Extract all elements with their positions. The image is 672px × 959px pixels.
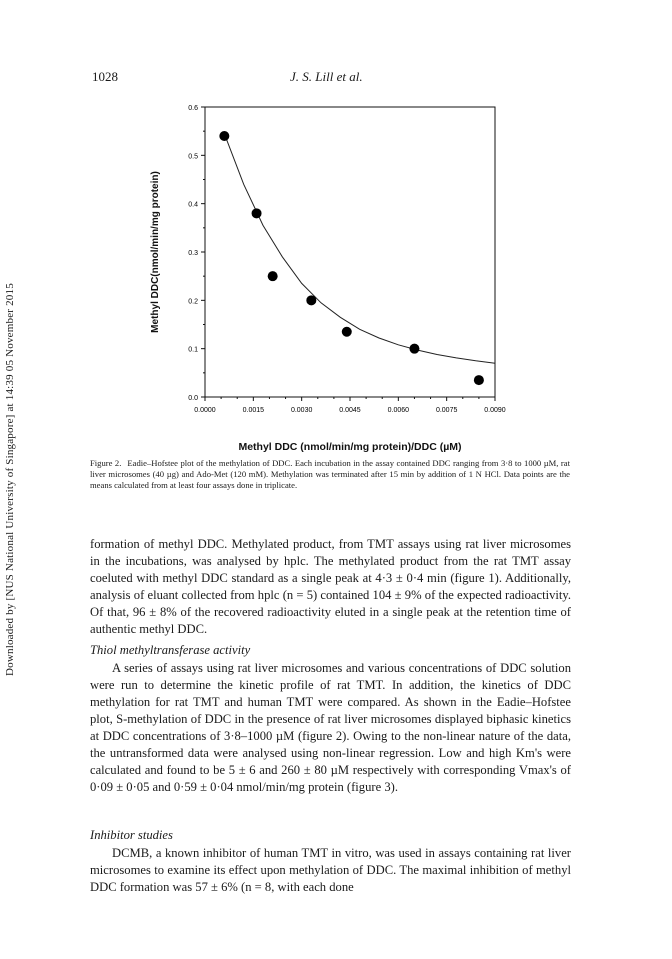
y-tick-label: 0.4 [188, 201, 198, 209]
paragraph-tmt-activity: A series of assays using rat liver microsomes and various concentrations of DDC solution were run to determine the kinetic profile of rat TMT. In addition, the kinetics of DDC methylation for rat TMT and human TMT were compared. As shown in the Eadie–Hofstee plot, S-methylation of DDC in the presence of rat liver microsomes displayed biphasic kinetics at DDC concentrations of 3·8–1000 µM (figure 2). Owing to the non-linear nature of the data, the untransformed data were analysed using non-linear regression. Low and high Km's were calculated and found to be 5 ± 6 and 260 ± 80 µM respectively with corresponding Vmax's of 0·09 ± 0·05 and 0·59 ± 0·04 nmol/min/mg protein (figure 3). [90, 661, 571, 794]
y-tick-label: 0.0 [188, 395, 198, 402]
fit-curve [224, 134, 495, 364]
x-tick-label: 0.0090 [484, 407, 506, 414]
y-tick-label: 0.3 [188, 250, 198, 257]
download-watermark: Downloaded by [NUS National University of Singapore] at 14:39 05 November 2015 [4, 283, 16, 677]
figure-caption [90, 458, 570, 491]
y-tick-label: 0.5 [188, 153, 198, 161]
paragraph-inhibitor: DCMB, a known inhibitor of human TMT in vitro, was used in assays containing rat liver microsomes to examine its effect upon methylation of DDC. The maximal inhibition of methyl DDC formation was 57 ± 6% (n = 8, with each done [90, 846, 571, 894]
running-head: J. S. Lill et al. [290, 69, 363, 84]
data-point [306, 295, 316, 305]
x-tick-label: 0.0045 [339, 407, 361, 414]
x-tick-label: 0.0015 [242, 407, 265, 414]
x-tick-label: 0.0060 [387, 407, 410, 414]
x-tick-label: 0.0075 [435, 407, 458, 414]
plot-frame [205, 107, 495, 397]
y-axis-ticks [188, 105, 205, 402]
data-point [252, 208, 262, 218]
figure-label: Figure 2. [90, 458, 122, 468]
y-axis-label: Methyl DDC(nmol/min/mg protein) [150, 171, 161, 333]
x-axis-label: Methyl DDC (nmol/min/mg protein)/DDC (µM) [238, 441, 462, 453]
page-number: 1028 [92, 69, 118, 84]
data-point [342, 327, 352, 337]
y-tick-label: 0.6 [188, 105, 198, 112]
eadie-hofstee-chart [0, 95, 672, 455]
x-tick-label: 0.0000 [194, 407, 216, 414]
y-tick-label: 0.1 [188, 346, 198, 354]
section-heading-inhibitor: Inhibitor studies [90, 828, 173, 842]
y-tick-label: 0.2 [188, 298, 198, 306]
section-heading-tmt: Thiol methyltransferase activity [90, 643, 251, 657]
paragraph-methyl-ddc: formation of methyl DDC. Methylated product, from TMT assays using rat liver microsomes in the incubations, was analysed by hplc. The methylated product from the rat TMT assay coeluted with methyl DDC standard as a single peak at 4·3 ± 0·4 min (figure 1). Additionally, analysis of eluant collected from hplc (n = 5) contained 104 ± 9% of the expected radioactivity. Of that, 96 ± 8% of the recovered radioactivity eluted in a single peak at the retention time of authentic methyl DDC. [90, 537, 571, 636]
data-points [219, 131, 484, 385]
data-point [474, 375, 484, 385]
x-tick-label: 0.0030 [290, 407, 313, 414]
figure-caption-text: Eadie–Hofstee plot of the methylation of DDC. Each incubation in the assay contained DDC ranging from 3·8 to 1000 µM, rat liver microsomes (40 µg) and Ado-Met (120 mM). Methylation was terminated after 15 min by addition of 1 N HCl. Data points are the means calculated from at least four assays done in triplicate. [90, 458, 570, 490]
data-point [409, 344, 419, 354]
x-axis-ticks [194, 397, 506, 414]
data-point [268, 271, 278, 281]
data-point [219, 131, 229, 141]
